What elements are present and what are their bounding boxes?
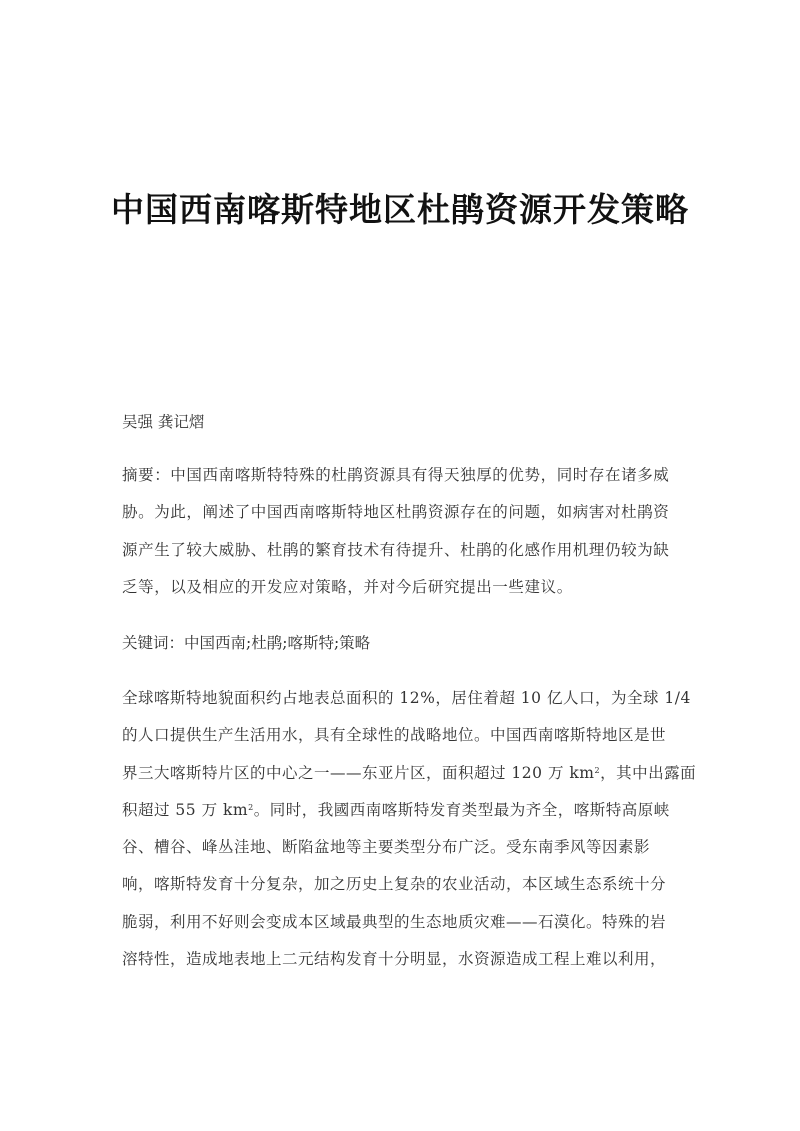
superscript: 2 xyxy=(594,765,601,775)
body-line xyxy=(122,792,682,829)
abstract-line: 摘要：中国西南喀斯特特殊的杜鹃资源具有得天独厚的优势，同时存在诸多威 xyxy=(122,466,670,484)
body-paragraph xyxy=(122,680,697,978)
body-line: 响，喀斯特发育十分复杂，加之历史上复杂的农业活动，本区域生态系统十分 xyxy=(122,875,667,894)
body-line: 脆弱，利用不好则会变成本区域最典型的生态地质灾难——石漠化。特殊的岩 xyxy=(122,912,667,931)
body-line-text: 积超过 55 万 km xyxy=(122,800,249,819)
superscript: 2 xyxy=(248,802,254,812)
document-title: 中国西南喀斯特地区杜鹃资源开发策略 xyxy=(111,190,689,229)
keywords: 关键词：中国西南;杜鹃;喀斯特;策略 xyxy=(122,634,371,652)
abstract-line: 胁。为此，阐述了中国西南喀斯特地区杜鹃资源存在的问题，如病害对杜鹃资 xyxy=(122,503,670,522)
body-line-text: ，其中出露面 xyxy=(600,763,697,782)
body-line xyxy=(122,755,697,792)
authors: 吴强 龚记熠 xyxy=(122,413,205,431)
body-line: 溶特性，造成地表地上二元结构发育十分明显，水资源造成工程上难以利用， xyxy=(122,950,667,969)
body-line: 全球喀斯特地貌面积约占地表总面积的 12%，居住着超 10 亿人口，为全球 1/4 xyxy=(122,689,691,707)
body-line-text: 。同时，我國西南喀斯特发育类型最为齐全，喀斯特高原峡 xyxy=(253,800,670,819)
abstract-line: 乏等，以及相应的开发应对策略，并对今后研究提出一些建议。 xyxy=(122,577,573,596)
body-line: 的人口提供生产生活用水，具有全球性的战略地位。中国西南喀斯特地区是世 xyxy=(122,726,667,745)
body-line-text: 界三大喀斯特片区的中心之一——东亚片区，面积超过 120 万 km xyxy=(122,763,595,782)
abstract-line: 源产生了较大威胁、杜鹃的繁育技术有待提升、杜鹃的化感作用机理仍较为缺 xyxy=(122,540,670,559)
body-line: 谷、槽谷、峰丛洼地、断陷盆地等主要类型分布广泛。受东南季风等因素影 xyxy=(122,838,651,857)
abstract xyxy=(122,457,682,606)
